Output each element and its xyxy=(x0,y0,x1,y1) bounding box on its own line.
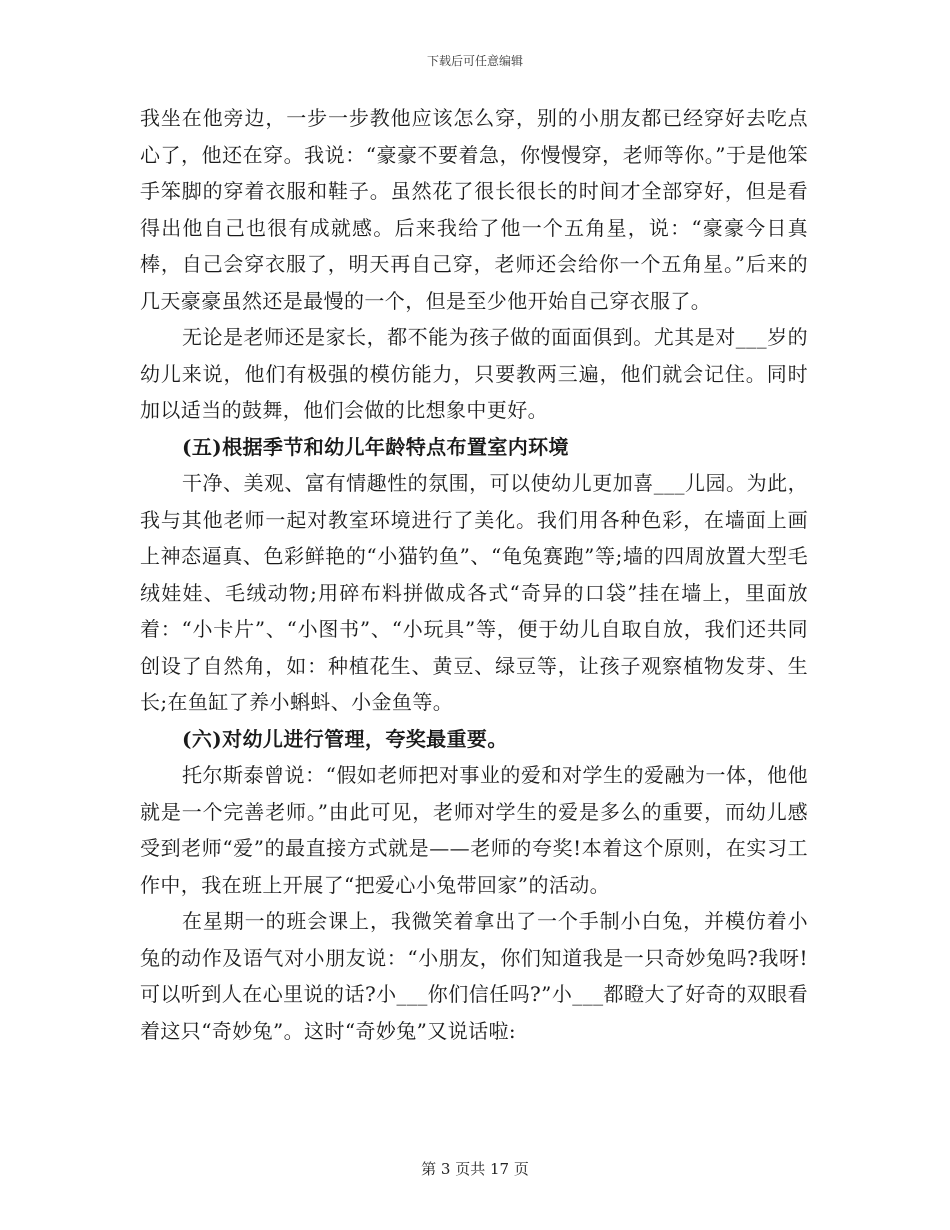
page-header: 下载后可任意编辑 xyxy=(426,54,523,68)
section-heading-5: (五)根据季节和幼儿年龄特点布置室内环境 xyxy=(182,434,569,459)
paragraph-5: 在星期一的班会课上，我微笑着拿出了一个手制小白兔，并模仿着小兔的动作及语气对小朋友说：“小朋友，你们知道我是一只奇妙兔吗?我呀!可以听到人在心里说的话?小___你们信任吗?”小___都瞪大了好奇的双眼看着这只“奇妙兔”。这时“奇妙兔”又说话啦: xyxy=(140,909,808,1043)
paragraph-1: 我坐在他旁边，一步一步教他应该怎么穿，别的小朋友都已经穿好去吃点心了，他还在穿。我说：“豪豪不要着急，你慢慢穿，老师等你。”于是他笨手笨脚的穿着衣服和鞋子。虽然花了很长很长的时间才全部穿好，但是看得出他自己也很有成就感。后来我给了他一个五角星，说：“豪豪今日真棒，自己会穿衣服了，明天再自己穿，老师还会给你一个五角星。”后来的几天豪豪虽然还是最慢的一个，但是至少他开始自己穿衣服了。 xyxy=(140,106,808,313)
paragraph-3: 干净、美观、富有情趣性的氛围，可以使幼儿更加喜___儿园。为此，我与其他老师一起对教室环境进行了美化。我们用各种色彩，在墙面上画上神态逼真、色彩鲜艳的“小猫钓鱼”、“龟兔赛跑”等;墙的四周放置大型毛绒娃娃、毛绒动物;用碎布料拼做成各式“奇异的口袋”挂在墙上，里面放着：“小卡片”、“小图书”、“小玩具”等，便于幼儿自取自放，我们还共同创设了自然角，如：种植花生、黄豆、绿豆等，让孩子观察植物发芽、生长;在鱼缸了养小蝌蚪、小金鱼等。 xyxy=(140,471,808,714)
paragraph-2: 无论是老师还是家长，都不能为孩子做的面面俱到。尤其是对___岁的幼儿来说，他们有极强的模仿能力，只要教两三遍，他们就会记住。同时加以适当的鼓舞，他们会做的比想象中更好。 xyxy=(140,325,808,422)
document-body xyxy=(140,100,808,1049)
page-footer: 第 3 页共 17 页 xyxy=(421,1160,529,1178)
paragraph-4: 托尔斯泰曾说：“假如老师把对事业的爱和对学生的爱融为一体，他他就是一个完善老师。”由此可见，老师对学生的爱是多么的重要，而幼儿感受到老师“爱”的最直接方式就是——老师的夸奖!本着这个原则，在实习工作中，我在班上开展了“把爱心小兔带回家”的活动。 xyxy=(140,763,808,897)
section-heading-6: (六)对幼儿进行管理，夸奖最重要。 xyxy=(182,726,508,751)
